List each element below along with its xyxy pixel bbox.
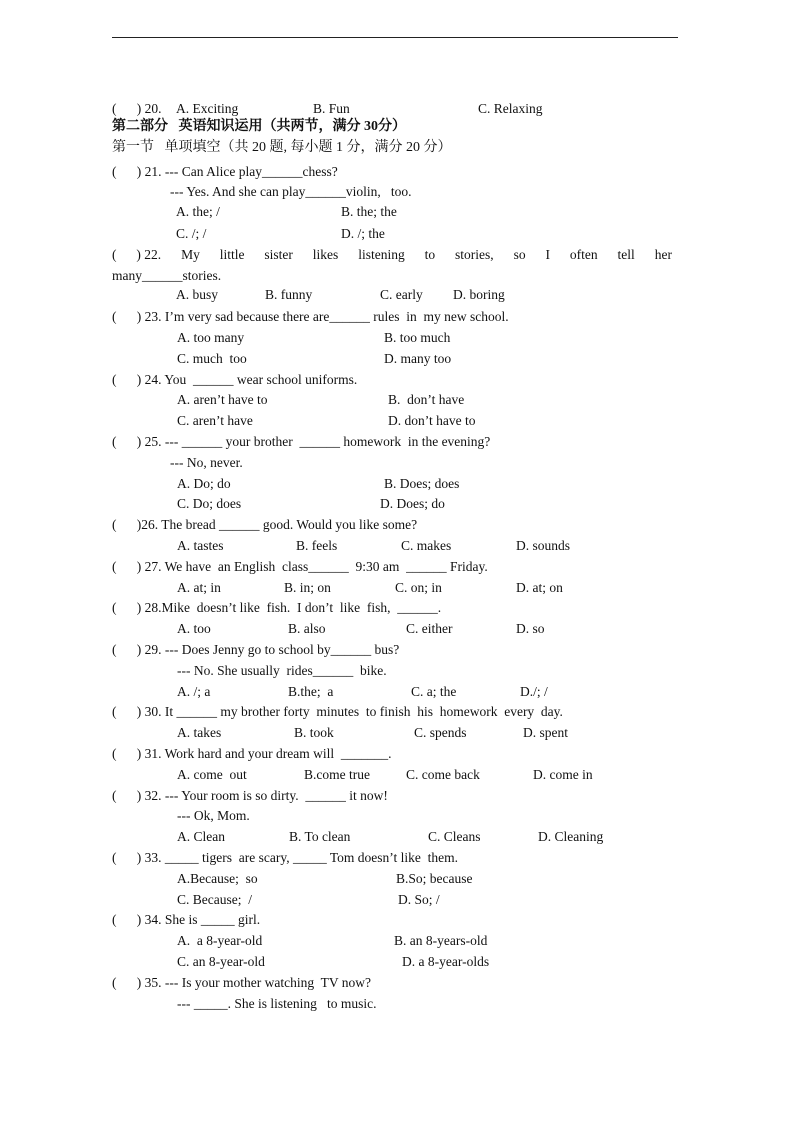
q28-option-b: B. also [288, 621, 326, 636]
q27-option-d: D. at; on [516, 580, 563, 595]
q22-word: to [424, 247, 436, 262]
q20-option-c: C. Relaxing [478, 101, 543, 116]
q34-option-a: A. a 8-year-old [177, 933, 263, 948]
q24-stem: ( ) 24. You ______ wear school uniforms. [112, 372, 358, 387]
q24-option-a: A. aren’t have to [177, 392, 268, 407]
q30-option-a: A. takes [177, 725, 222, 740]
q27-option-a: A. at; in [177, 580, 221, 595]
q29-option-c: C. a; the [411, 684, 457, 699]
q29-option-a: A. /; a [177, 684, 211, 699]
q35-stem-reply: --- _____. She is listening to music. [177, 996, 377, 1011]
q23-option-c: C. much too [177, 351, 247, 366]
q25-option-a: A. Do; do [177, 476, 231, 491]
q22-option-d: D. boring [453, 287, 505, 302]
q34-option-d: D. a 8-year-olds [402, 954, 490, 969]
q31-option-d: D. come in [533, 767, 593, 782]
q20-option-a: A. Exciting [176, 101, 239, 116]
q26-option-b: B. feels [296, 538, 338, 553]
q25-stem: ( ) 25. --- ______ your brother ______ homework in the evening? [112, 434, 491, 449]
q33-option-d: D. So; / [398, 892, 440, 907]
q25-option-d: D. Does; do [380, 496, 445, 511]
q22-stem-cont: many______stories. [112, 268, 222, 283]
q32-option-d: D. Cleaning [538, 829, 604, 844]
part2-title: 第二部分 英语知识运用（共两节，满分 30分） [112, 119, 406, 134]
q21-option-d: D. /; the [341, 226, 385, 241]
q31-option-a: A. come out [177, 767, 247, 782]
q22-word: stories, [455, 247, 494, 262]
section1-title: 第一节 单项填空（共 20 题, 每小题 1 分，满分 20 分） [112, 140, 452, 155]
q25-option-c: C. Do; does [177, 496, 242, 511]
q22-option-a: A. busy [176, 287, 219, 302]
q26-option-a: A. tastes [177, 538, 224, 553]
q24-option-d: D. don’t have to [388, 413, 476, 428]
q32-option-b: B. To clean [289, 829, 351, 844]
q23-stem: ( ) 23. I’m very sad because there are______ rules in my new school. [112, 309, 509, 324]
q28-stem: ( ) 28.Mike doesn’t like fish. I don’t like fish, ______. [112, 600, 442, 615]
q21-stem: ( ) 21. --- Can Alice play______chess? [112, 164, 338, 179]
q30-option-b: B. took [294, 725, 334, 740]
q24-option-c: C. aren’t have [177, 413, 253, 428]
q33-stem: ( ) 33. _____ tigers are scary, _____ Tom doesn’t like them. [112, 850, 458, 865]
q32-option-a: A. Clean [177, 829, 225, 844]
q22-word: ( [112, 247, 117, 262]
q31-stem: ( ) 31. Work hard and your dream will _______. [112, 746, 392, 761]
q22-word: her [654, 247, 672, 262]
q30-stem: ( ) 30. It ______ my brother forty minutes to finish his homework every day. [112, 704, 563, 719]
q21-option-a: A. the; / [176, 204, 220, 219]
q29-option-b: B.the; a [288, 684, 334, 699]
q34-stem: ( ) 34. She is _____ girl. [112, 912, 261, 927]
q22-word: likes [312, 247, 339, 262]
q34-option-b: B. an 8-years-old [394, 933, 488, 948]
q22-word: My [181, 247, 200, 262]
q33-option-a: A.Because; so [177, 871, 258, 886]
q22-word: so [513, 247, 526, 262]
q32-stem: ( ) 32. --- Your room is so dirty. ______ it now! [112, 788, 388, 803]
q35-stem: ( ) 35. --- Is your mother watching TV now? [112, 975, 371, 990]
q25-stem-reply: --- No, never. [170, 455, 243, 470]
q33-option-b: B.So; because [396, 871, 473, 886]
q23-option-a: A. too many [177, 330, 245, 345]
q20-option-b: B. Fun [313, 101, 350, 116]
q25-option-b: B. Does; does [384, 476, 460, 491]
q29-option-d: D./; / [520, 684, 548, 699]
q27-stem: ( ) 27. We have an English class______ 9:30 am ______ Friday. [112, 559, 488, 574]
q22-stem [112, 247, 672, 263]
q21-option-c: C. /; / [176, 226, 207, 241]
q31-option-c: C. come back [406, 767, 480, 782]
q22-word: ) 22. [136, 247, 162, 262]
q34-option-c: C. an 8-year-old [177, 954, 265, 969]
q30-option-d: D. spent [523, 725, 568, 740]
q20-stem: ( ) 20. [112, 101, 162, 116]
q23-option-b: B. too much [384, 330, 451, 345]
q29-stem: ( ) 29. --- Does Jenny go to school by______ bus? [112, 642, 400, 657]
q21-stem-reply: --- Yes. And she can play______violin, too. [170, 184, 412, 199]
q24-option-b: B. don’t have [388, 392, 465, 407]
q28-option-a: A. too [177, 621, 211, 636]
q22-word: sister [264, 247, 293, 262]
q27-option-c: C. on; in [395, 580, 442, 595]
q22-word: tell [617, 247, 635, 262]
q29-stem-reply: --- No. She usually rides______ bike. [177, 663, 387, 678]
q22-option-b: B. funny [265, 287, 313, 302]
q22-word: listening [358, 247, 405, 262]
q22-word: little [219, 247, 245, 262]
q22-option-c: C. early [380, 287, 423, 302]
q31-option-b: B.come true [304, 767, 370, 782]
q22-word: often [569, 247, 598, 262]
q26-stem: ( )26. The bread ______ good. Would you like some? [112, 517, 418, 532]
q32-stem-reply: --- Ok, Mom. [177, 808, 250, 823]
q22-word: I [545, 247, 550, 262]
q27-option-b: B. in; on [284, 580, 331, 595]
q23-option-d: D. many too [384, 351, 452, 366]
q33-option-c: C. Because; / [177, 892, 252, 907]
q26-option-d: D. sounds [516, 538, 571, 553]
header-rule [112, 37, 678, 38]
q28-option-c: C. either [406, 621, 453, 636]
q30-option-c: C. spends [414, 725, 467, 740]
q32-option-c: C. Cleans [428, 829, 481, 844]
q26-option-c: C. makes [401, 538, 452, 553]
q21-option-b: B. the; the [341, 204, 397, 219]
q28-option-d: D. so [516, 621, 545, 636]
